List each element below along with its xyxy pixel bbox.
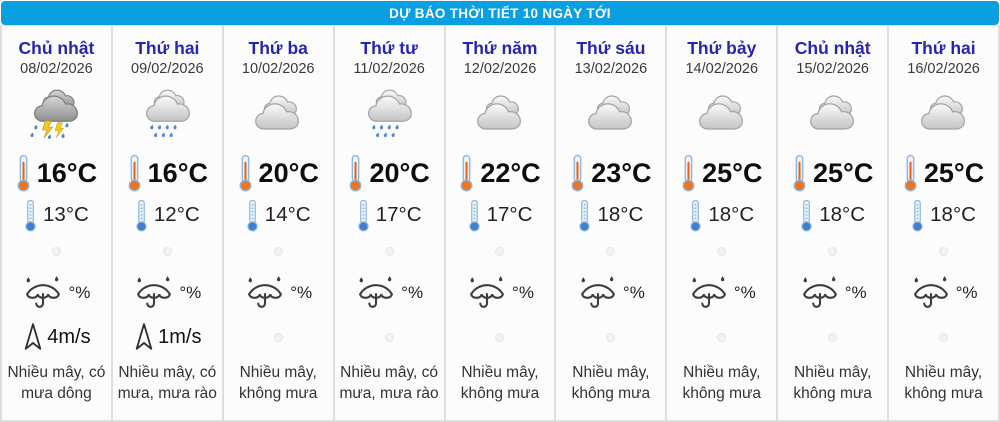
rain-chance-row [577,271,645,315]
rain-chance-row [133,271,201,315]
placeholder-dot [495,333,504,342]
umbrella-rain-icon [22,274,64,312]
rain-chance: °% [68,283,91,303]
weather-icon [247,86,309,144]
weather-forecast-widget [0,1,1000,422]
wind-speed: 1m/s [158,325,202,348]
day-date: 16/02/2026 [907,61,980,78]
thermometer-low-icon [24,199,37,232]
temp-high: 16°C [147,157,208,188]
weather-icon [580,86,642,144]
forecast-days-grid [0,25,1000,422]
temp-high: 16°C [36,157,98,188]
day-forecast-card[interactable] [446,26,555,420]
temp-low: 13°C [43,203,89,227]
day-forecast-card[interactable] [556,26,665,420]
weather-description: Nhiều mây, có mưa, mưa rào [339,364,439,402]
wind-row [22,320,90,354]
day-name: Thứ bảy [687,38,757,58]
umbrella-rain-icon [133,274,175,312]
thermometer-low-icon [800,199,813,232]
day-name: Chủ nhật [794,38,871,58]
weather-description: Nhiều mây, không mưa [238,364,318,402]
temp-high: 22°C [480,157,541,188]
wind-arrow-icon [133,322,155,352]
temp-high: 20°C [258,157,319,188]
placeholder-dot [717,333,726,342]
temp-low: 18°C [930,203,976,227]
weather-description: Nhiều mây, không mưa [460,364,540,402]
placeholder-dot [385,333,394,342]
day-name: Thứ hai [911,38,976,58]
placeholder-dot [828,333,837,342]
thermometer-high-icon [348,154,363,192]
weather-description: Nhiều mây, không mưa [793,364,872,402]
weather-icon [136,86,198,144]
day-date: 12/02/2026 [463,61,537,78]
temp-high: 23°C [591,157,652,188]
placeholder-dot [495,247,504,256]
rain-chance-row [22,271,90,315]
rain-chance: °% [955,283,978,303]
rain-chance-row [355,271,423,315]
rain-chance-row [799,271,867,315]
umbrella-rain-icon [799,274,841,312]
temp-low: 18°C [819,203,866,227]
placeholder-dot [606,333,615,342]
temp-low: 18°C [597,203,644,227]
rain-chance: °% [733,283,756,303]
thermometer-high-icon [459,154,474,192]
placeholder-dot [163,247,172,256]
thermometer-low-icon [468,199,481,232]
temp-low: 17°C [486,203,533,227]
weather-description: Nhiều mây, có mưa dông [7,364,106,402]
weather-icon [469,86,531,144]
day-name: Thứ sáu [576,38,646,58]
thermometer-low-icon [578,199,591,232]
umbrella-rain-icon [355,274,397,312]
umbrella-rain-icon [910,274,952,312]
rain-chance: °% [512,283,534,303]
umbrella-rain-icon [688,274,730,312]
placeholder-dot [717,247,726,256]
day-forecast-card[interactable] [2,26,111,420]
placeholder-dot [828,247,837,256]
weather-description: Nhiều mây, không mưa [682,364,761,402]
umbrella-rain-icon [577,274,619,312]
temp-low: 14°C [264,203,311,227]
weather-icon [358,86,420,144]
day-date: 10/02/2026 [241,61,315,78]
weather-description: Nhiều mây, không mưa [571,364,651,402]
wind-speed: 4m/s [47,325,91,348]
thermometer-low-icon [246,199,259,232]
wind-row [274,320,283,354]
day-date: 09/02/2026 [131,61,204,78]
day-date: 11/02/2026 [353,61,425,78]
day-name: Thứ tư [360,38,418,58]
rain-chance-row [466,271,534,315]
wind-row [133,320,201,354]
day-name: Thứ hai [135,38,200,58]
thermometer-high-icon [792,154,807,192]
thermometer-low-icon [911,199,924,232]
forecast-header [1,1,999,25]
wind-row [717,320,726,354]
day-forecast-card[interactable] [224,26,333,420]
umbrella-rain-icon [244,274,286,312]
day-forecast-card[interactable] [113,26,222,420]
placeholder-dot [52,247,61,256]
day-name: Chủ nhật [18,38,95,58]
rain-chance: °% [844,283,867,303]
wind-row [385,320,394,354]
placeholder-dot [385,247,394,256]
rain-chance: °% [401,283,424,303]
thermometer-high-icon [238,154,253,192]
placeholder-dot [606,247,615,256]
rain-chance-row [244,271,312,315]
thermometer-high-icon [903,154,918,192]
temp-low: 12°C [153,203,200,227]
weather-icon [691,86,753,144]
day-forecast-card[interactable] [335,26,444,420]
placeholder-dot [274,247,283,256]
weather-description: Nhiều mây, không mưa [904,364,983,402]
temp-low: 17°C [375,203,422,227]
temp-high: 25°C [813,157,874,188]
weather-icon [913,86,975,144]
temp-high: 20°C [369,157,430,188]
rain-chance: °% [622,283,645,303]
thermometer-low-icon [357,199,370,232]
thermometer-high-icon [681,154,696,192]
day-name: Thứ năm [462,38,538,58]
day-forecast-card[interactable] [889,26,998,420]
wind-arrow-icon [22,322,44,352]
placeholder-dot [939,333,948,342]
day-date: 15/02/2026 [796,61,869,78]
rain-chance-row [688,271,756,315]
day-date: 13/02/2026 [574,61,648,78]
day-name: Thứ ba [248,38,308,58]
thermometer-low-icon [689,199,702,232]
weather-description: Nhiều mây, có mưa, mưa rào [117,364,217,402]
wind-row [939,320,948,354]
temp-high: 25°C [923,157,985,188]
day-date: 14/02/2026 [685,61,759,78]
weather-icon [802,86,864,144]
weather-icon [25,86,87,144]
thermometer-high-icon [127,154,142,192]
day-forecast-card[interactable] [667,26,776,420]
placeholder-dot [939,247,948,256]
temp-low: 18°C [708,203,755,227]
wind-row [606,320,615,354]
placeholder-dot [274,333,283,342]
temp-high: 25°C [702,157,763,188]
rain-chance: °% [290,283,313,303]
rain-chance-row [910,271,978,315]
wind-row [495,320,504,354]
rain-chance: °% [179,283,202,303]
thermometer-low-icon [135,199,148,232]
umbrella-rain-icon [466,274,508,312]
day-forecast-card[interactable] [778,26,887,420]
thermometer-high-icon [16,154,31,192]
wind-row [828,320,837,354]
forecast-title: DỰ BÁO THỜI TIẾT 10 NGÀY TỚI [389,5,611,21]
day-date: 08/02/2026 [20,61,93,78]
thermometer-high-icon [570,154,585,192]
